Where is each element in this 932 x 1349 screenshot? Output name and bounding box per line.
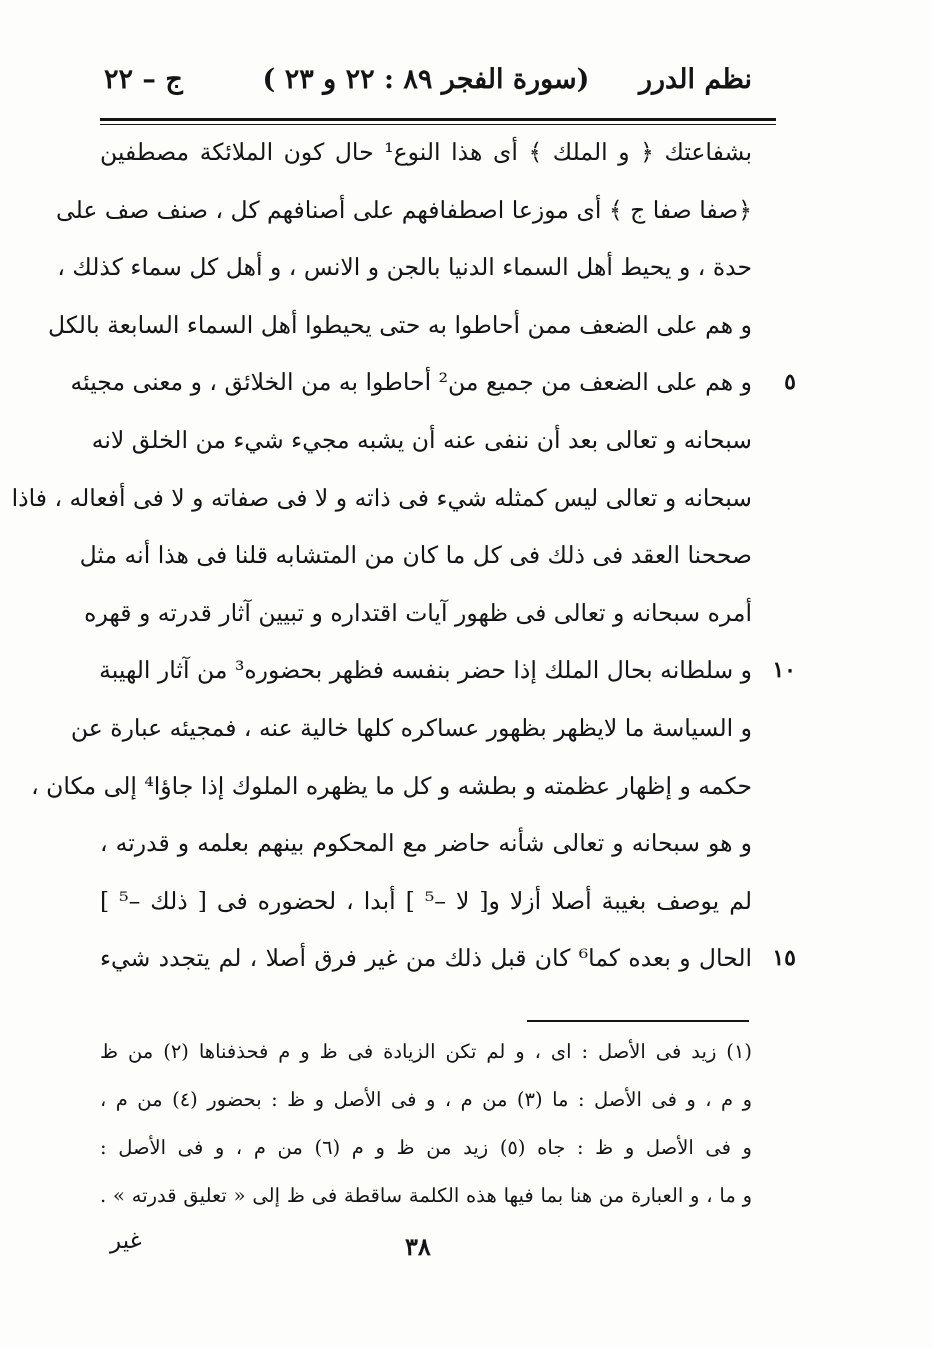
text-line: [84, 585, 752, 643]
page-number: ٣٨: [405, 1232, 431, 1261]
text-line: [70, 354, 796, 412]
line-text: ﴿صفا صفا ج ﴾ أى موزعا اصطفافهم على أصنافهم كل ، صنف صف على: [56, 195, 752, 224]
header-rule-thick: [100, 118, 776, 121]
text-line: [79, 527, 752, 585]
header-surah-reference: (سورة الفجر ٨٩ : ٢٢ و ٢٣ ): [262, 64, 590, 95]
line-text: لم يوصف بغيبة أصلا أزلا و[ لا –⁵ ] أبدا ، لحضوره فى [ ذلك –⁵ ]: [100, 886, 752, 915]
footnote-line: (١) زيد فى الأصل : اى ، و لم تكن الزيادة فى ظ و م فحذفناها (٢) من ظ: [100, 1040, 753, 1063]
catchword: غير: [110, 1228, 142, 1254]
line-number: ١٥: [772, 945, 796, 972]
text-line: [100, 873, 752, 931]
line-text: بشفاعتك ﴿ و الملك ﴾ أى هذا النوع¹ حال كون الملائكة مصطفين: [100, 138, 752, 166]
line-text: حدة ، و يحيط أهل السماء الدنيا بالجن و الانس ، و أهل كل سماء كذلك ،: [57, 253, 752, 282]
text-line: [48, 297, 752, 355]
text-line: [100, 124, 752, 182]
line-text: و هم على الضعف من جميع من² أحاطوا به من الخلائق ، و معنى مجيئه: [70, 368, 752, 397]
text-line: [99, 642, 796, 700]
text-line: [11, 470, 752, 528]
footnote-line: و ما ، و العبارة من هنا بما فيها هذه الكلمة ساقطة فى ظ إلى « تعليق قدرته » .: [100, 1184, 752, 1207]
line-text: سبحانه و تعالى بعد أن ننفى عنه أن يشبه مجيء شيء من الخلق لانه: [91, 425, 752, 454]
header-book-title: نظم الدرر: [638, 64, 752, 95]
line-number: ١٠: [772, 657, 796, 684]
footnote-line: و فى الأصل و ظ : جاه (٥) زيد من ظ و م (٦) من م ، و فى الأصل :: [100, 1136, 752, 1159]
line-text: صححنا العقد فى ذلك فى كل ما كان من المتشابه قلنا فى هذا أنه مثل: [79, 541, 752, 570]
line-text: الحال و بعده كما⁶ كان قبل ذلك من غير فرق أصلا ، لم يتجدد شيء: [100, 944, 753, 973]
main-text: [11, 124, 796, 988]
text-line: [70, 700, 752, 758]
line-text: أمره سبحانه و تعالى فى ظهور آيات اقتداره و تبيين آثار قدرته و قهره: [84, 598, 752, 627]
footnotes: [100, 1028, 752, 1220]
footnote-line: و م ، و فى الأصل : ما (٣) من م ، و فى الأصل و ظ : بحضور (٤) من م ،: [100, 1088, 752, 1111]
line-number: ٥: [784, 369, 796, 396]
text-line: [31, 758, 752, 816]
header-part-number: ج – ٢٢: [104, 64, 183, 95]
line-text: حكمه و إظهار عظمته و بطشه و كل ما يظهره الملوك إذا جاؤا⁴ إلى مكان ،: [31, 771, 752, 800]
line-text: و هم على الضعف ممن أحاطوا به حتى يحيطوا أهل السماء السابعة بالكل: [48, 310, 752, 339]
footnote-separator: [527, 1020, 749, 1022]
text-line: [91, 412, 752, 470]
text-line: [56, 182, 752, 240]
line-text: و السياسة ما لايظهر بظهور عساكره كلها خالية عنه ، فمجيئه عبارة عن: [70, 713, 752, 742]
text-line: [100, 930, 796, 988]
text-line: [100, 815, 752, 873]
line-text: و هو سبحانه و تعالى شأنه حاضر مع المحكوم بينهم بعلمه و قدرته ،: [100, 829, 752, 858]
line-text: و سلطانه بحال الملك إذا حضر بنفسه فظهر بحضوره³ من آثار الهيبة: [99, 656, 752, 685]
text-line: [57, 239, 752, 297]
running-header: [100, 58, 752, 106]
line-text: سبحانه و تعالى ليس كمثله شيء فى ذاته و لا فى صفاته و لا فى أفعاله ، فاذا: [11, 483, 752, 512]
